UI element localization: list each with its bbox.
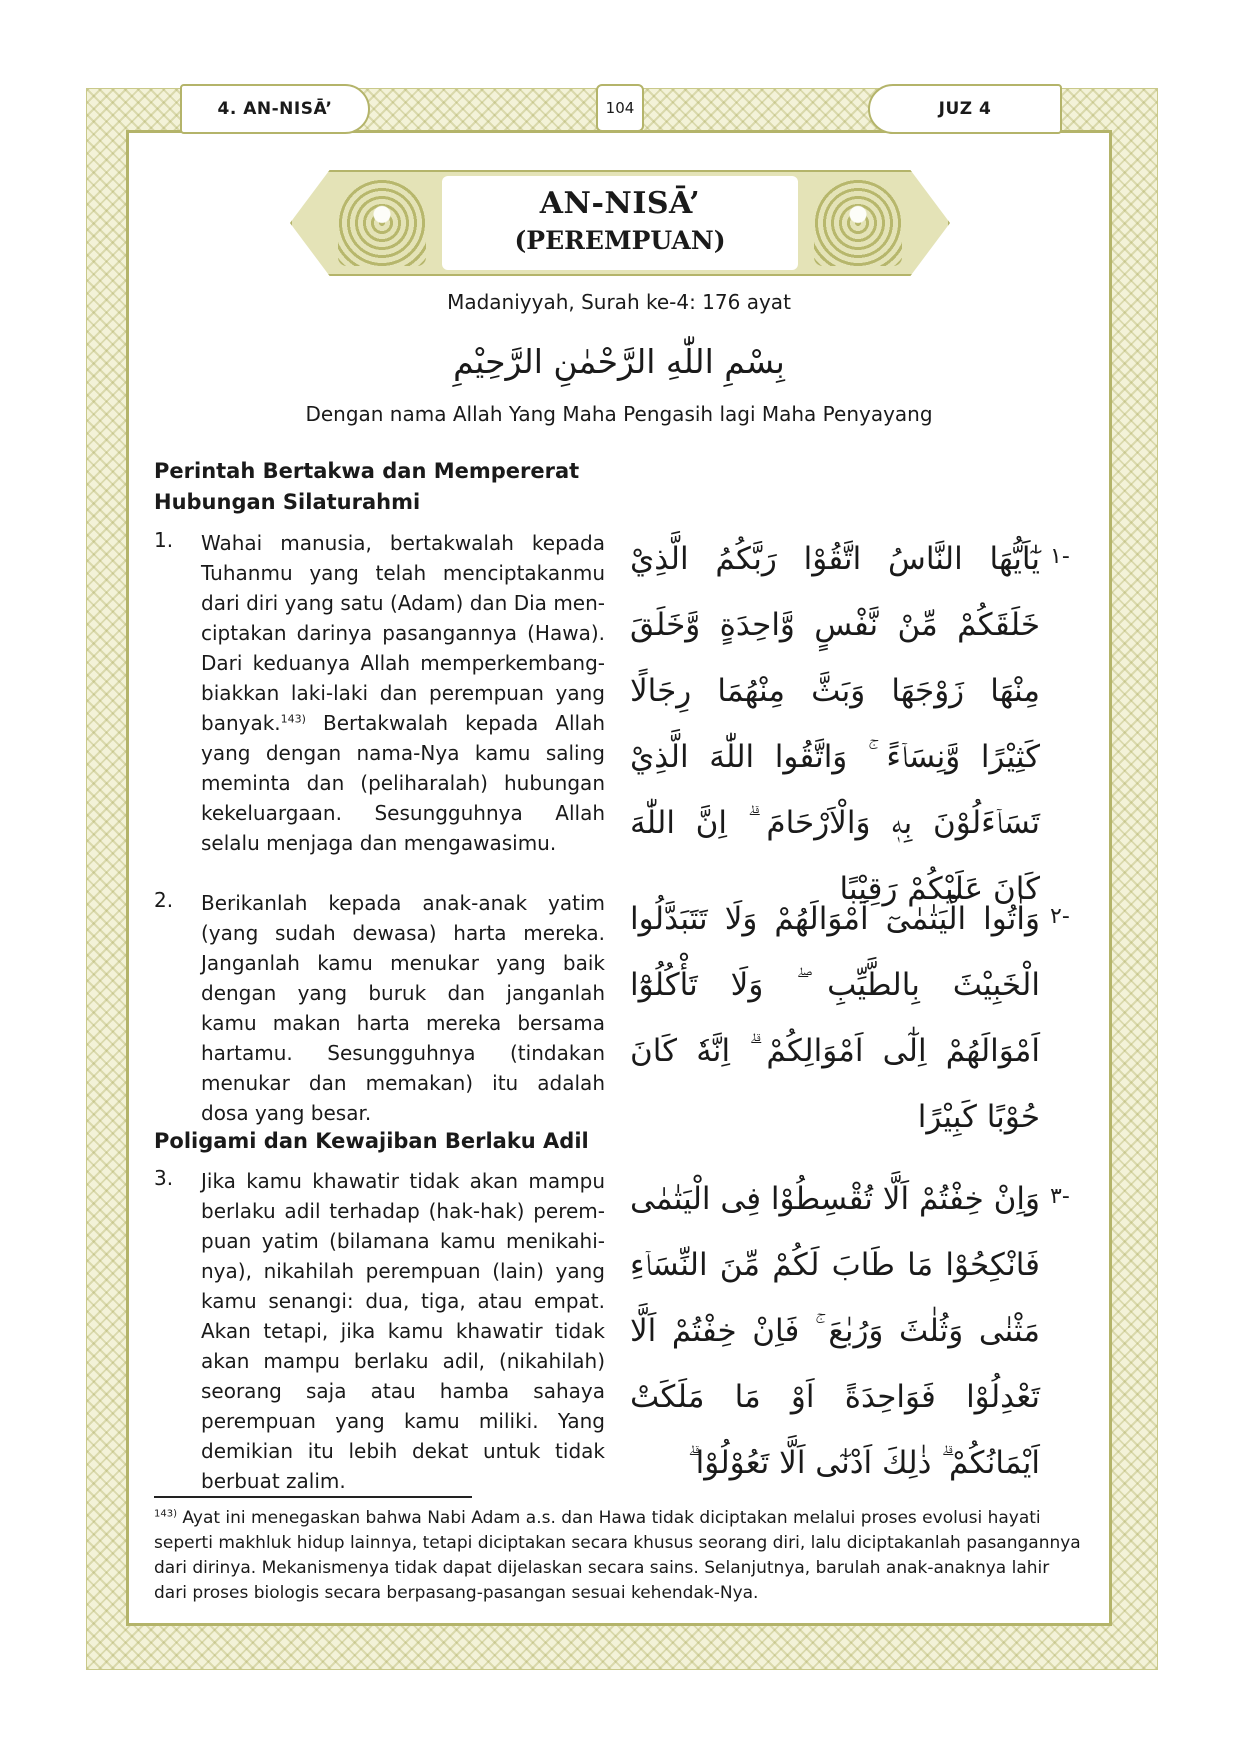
section-heading: Perintah Bertakwa dan Mempererat Hubungan Silaturahmi: [154, 459, 580, 514]
footnote-reference[interactable]: 143): [280, 712, 306, 726]
arabic-verse-text: وَاِنْ خِفْتُمْ اَلَّا تُقْسِطُوْا فِى الْيَتٰمٰى فَانْكِحُوْا مَا طَابَ لَكُمْ مِّنَ النِّسَاۤءِ مَثْنٰى وَثُلٰثَ وَرُبٰعَ ۚ فَاِنْ خِفْتُمْ اَلَّا تَعْدِلُوْا فَوَاحِدَةً اَوْ مَا مَلَكَتْ اَيْمَانُكُمْ ۗ ذٰلِكَ اَدْنٰٓى اَلَّا تَعُوْلُوْا ۗ: [630, 1181, 1040, 1481]
verse-number: 3.: [154, 1166, 174, 1190]
basmala-translation: Dengan nama Allah Yang Maha Pengasih lagi Maha Penyayang: [305, 402, 933, 426]
footnote-text: Ayat ini menegaskan bahwa Nabi Adam a.s. dan Hawa tidak diciptakan melalui proses evolusi hayati seperti makhluk hidup lainnya, tetapi diciptakan secara khusus seorang diri, lalu diciptakanlah pasangannya dari dirinya. Mekanismenya tidak dapat dijelaskan secara sains. Selanjutnya, barulah anak-anaknya lahir dari proses biologis secara berpasang-pasangan sesuai kehendak-Nya.: [154, 1508, 1081, 1603]
verse-number: 2.: [154, 888, 174, 912]
surah-info: Madaniyyah, Surah ke-4: 176 ayat: [447, 290, 791, 314]
verse-text-part: Wahai manusia, bertakwalah kepada Tuhanmu yang telah menciptakanmu dari diri yang satu (Adam) dan Dia menciptakan darinya pasangannya (Hawa). Dari keduanya Allah memperkembangbiakkan laki-laki dan perempuan yang banyak.: [201, 531, 605, 735]
verse-translation: Berikanlah kepada anak-anak yatim (yang sudah dewasa) harta mereka. Janganlah kamu menukar yang baik dengan yang buruk dan janganlah kamu makan harta mereka bersama hartamu. Sesungguhnya (tindakan menukar dan memakan) itu adalah dosa yang besar.: [201, 891, 605, 1125]
page-number: 104: [596, 84, 644, 132]
surah-name-tab: 4. AN-NISĀ’: [180, 84, 370, 134]
footnote-marker: 143): [154, 1508, 177, 1520]
arabic-verse-number: ١-: [1050, 544, 1070, 569]
footnote-divider: [154, 1496, 472, 1498]
arabic-verse-text: يٰٓاَيُّهَا النَّاسُ اتَّقُوْا رَبَّكُمُ الَّذِيْ خَلَقَكُمْ مِّنْ نَّفْسٍ وَّاحِدَةٍ وَّخَلَقَ مِنْهَا زَوْجَهَا وَبَثَّ مِنْهُمَا رِجَالًا كَثِيْرًا وَّنِسَاۤءً ۚ وَاتَّقُوا اللّٰهَ الَّذِيْ تَسَاۤءَلُوْنَ بِهٖ وَالْاَرْحَامَ ۗ اِنَّ اللّٰهَ كَانَ عَلَيْكُمْ رَقِيْبًا: [630, 541, 1040, 907]
surah-subtitle: (PEREMPUAN): [514, 226, 726, 255]
arabic-verse-text: وَاٰتُوا الْيَتٰمٰىٓ اَمْوَالَهُمْ وَلَا تَتَبَدَّلُوا الْخَبِيْثَ بِالطَّيِّبِ ۖ وَلَا تَأْكُلُوْٓا اَمْوَالَهُمْ اِلٰٓى اَمْوَالِكُمْ ۗ اِنَّهٗ كَانَ حُوْبًا كَبِيْرًا: [630, 901, 1040, 1135]
arabic-verse-number: ٣-: [1050, 1184, 1070, 1209]
verse-number: 1.: [154, 528, 174, 552]
footnote: [154, 1506, 1086, 1606]
juz-tab: JUZ 4: [868, 84, 1062, 134]
verse-translation: Jika kamu khawatir tidak akan mampu berlaku adil terhadap (hak-hak) perempuan yatim (bilamana kamu menikahinya), nikahilah perempuan (lain) yang kamu senangi: dua, tiga, atau empat. Akan tetapi, jika kamu khawatir tidak akan mampu berlaku adil, (nikahilah) seorang saja atau hamba sahaya perempuan yang kamu miliki. Yang demikian itu lebih dekat untuk tidak berbuat zalim.: [201, 1169, 605, 1493]
verse-text-part: Bertakwalah kepada Allah yang dengan nama-Nya kamu saling meminta dan (peliharalah) hubungan kekeluargaan. Sesungguhnya Allah selalu menjaga dan mengawasimu.: [201, 711, 605, 855]
surah-title: AN-NISĀ’: [539, 186, 701, 221]
section-heading: Poligami dan Kewajiban Berlaku Adil: [154, 1129, 589, 1153]
arabic-verse-number: ٢-: [1050, 904, 1070, 929]
verse-translation: [201, 528, 605, 858]
basmala-arabic: بِسْمِ اللّٰهِ الرَّحْمٰنِ الرَّحِيْمِ: [453, 342, 785, 381]
